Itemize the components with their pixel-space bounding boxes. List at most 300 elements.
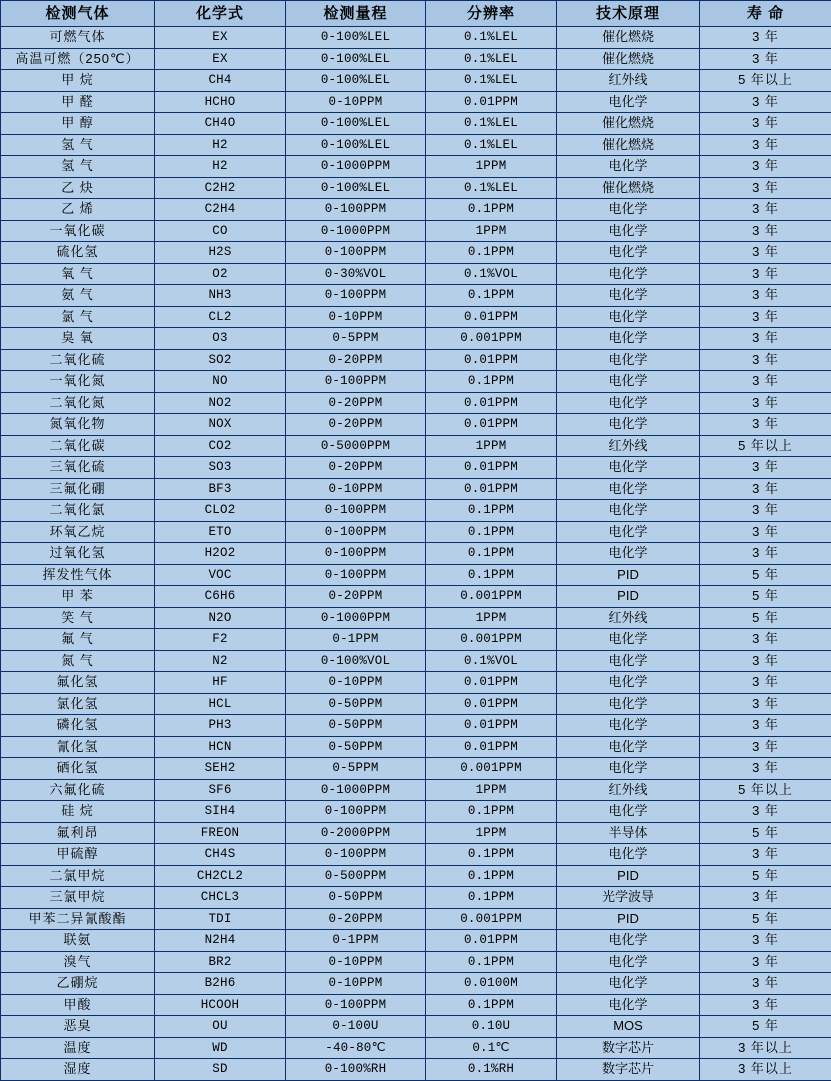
column-header-gas: 检测气体 — [1, 1, 155, 27]
column-header-lifetime: 寿 命 — [700, 1, 831, 27]
cell-lifetime: 3 年 — [700, 629, 831, 651]
cell-principle: 电化学 — [557, 994, 700, 1016]
cell-principle: 红外线 — [557, 779, 700, 801]
cell-gas: 二氧化氮 — [1, 392, 155, 414]
cell-range: 0-20PPM — [286, 457, 426, 479]
cell-formula: H2S — [155, 242, 286, 264]
cell-range: 0-100PPM — [286, 500, 426, 522]
cell-gas: 氯 气 — [1, 306, 155, 328]
cell-gas: 甲 苯 — [1, 586, 155, 608]
cell-formula: FREON — [155, 822, 286, 844]
table-row — [1, 134, 831, 156]
cell-range: 0-20PPM — [286, 908, 426, 930]
cell-resolution: 0.1PPM — [426, 199, 557, 221]
cell-principle: 催化燃烧 — [557, 48, 700, 70]
cell-formula: SIH4 — [155, 801, 286, 823]
cell-principle: 电化学 — [557, 736, 700, 758]
cell-resolution: 0.1PPM — [426, 371, 557, 393]
column-header-formula: 化学式 — [155, 1, 286, 27]
cell-principle: 电化学 — [557, 973, 700, 995]
cell-gas: 氮 气 — [1, 650, 155, 672]
table-row — [1, 715, 831, 737]
cell-principle: 电化学 — [557, 715, 700, 737]
cell-principle: 电化学 — [557, 392, 700, 414]
cell-range: 0-100%LEL — [286, 134, 426, 156]
cell-gas: 甲 醇 — [1, 113, 155, 135]
cell-lifetime: 5 年 — [700, 865, 831, 887]
cell-range: 0-30%VOL — [286, 263, 426, 285]
cell-resolution: 0.001PPM — [426, 629, 557, 651]
cell-formula: O2 — [155, 263, 286, 285]
cell-range: 0-10PPM — [286, 951, 426, 973]
cell-principle: PID — [557, 865, 700, 887]
cell-formula: HCL — [155, 693, 286, 715]
cell-resolution: 0.01PPM — [426, 91, 557, 113]
table-row — [1, 672, 831, 694]
cell-range: -40-80℃ — [286, 1037, 426, 1059]
cell-lifetime: 3 年 — [700, 263, 831, 285]
cell-lifetime: 3 年 — [700, 930, 831, 952]
cell-principle: 电化学 — [557, 371, 700, 393]
table-row — [1, 371, 831, 393]
cell-lifetime: 5 年以上 — [700, 779, 831, 801]
cell-formula: SD — [155, 1059, 286, 1081]
cell-formula: PH3 — [155, 715, 286, 737]
cell-formula: TDI — [155, 908, 286, 930]
table-row — [1, 801, 831, 823]
table-row — [1, 543, 831, 565]
cell-gas: 乙硼烷 — [1, 973, 155, 995]
cell-range: 0-100%LEL — [286, 113, 426, 135]
table-row — [1, 629, 831, 651]
cell-principle: PID — [557, 564, 700, 586]
cell-gas: 笑 气 — [1, 607, 155, 629]
cell-formula: EX — [155, 48, 286, 70]
cell-formula: CLO2 — [155, 500, 286, 522]
cell-range: 0-1000PPM — [286, 220, 426, 242]
table-row — [1, 844, 831, 866]
table-row — [1, 586, 831, 608]
cell-lifetime: 3 年 — [700, 650, 831, 672]
cell-gas: 磷化氢 — [1, 715, 155, 737]
cell-resolution: 0.1%LEL — [426, 27, 557, 49]
cell-resolution: 0.1PPM — [426, 801, 557, 823]
cell-lifetime: 3 年 — [700, 91, 831, 113]
cell-lifetime: 3 年 — [700, 113, 831, 135]
cell-gas: 二氯甲烷 — [1, 865, 155, 887]
table-row — [1, 973, 831, 995]
cell-formula: CH4S — [155, 844, 286, 866]
cell-formula: ETO — [155, 521, 286, 543]
cell-range: 0-50PPM — [286, 887, 426, 909]
cell-gas: 甲 醛 — [1, 91, 155, 113]
cell-resolution: 0.001PPM — [426, 758, 557, 780]
cell-principle: 电化学 — [557, 457, 700, 479]
cell-formula: HCHO — [155, 91, 286, 113]
cell-principle: 电化学 — [557, 672, 700, 694]
cell-gas: 一氧化碳 — [1, 220, 155, 242]
cell-lifetime: 5 年以上 — [700, 435, 831, 457]
cell-resolution: 0.1%VOL — [426, 263, 557, 285]
cell-lifetime: 5 年 — [700, 564, 831, 586]
cell-principle: 电化学 — [557, 199, 700, 221]
table-row — [1, 1059, 831, 1081]
table-row — [1, 887, 831, 909]
cell-lifetime: 3 年 — [700, 736, 831, 758]
cell-resolution: 0.01PPM — [426, 306, 557, 328]
cell-resolution: 0.001PPM — [426, 908, 557, 930]
cell-resolution: 0.1%LEL — [426, 134, 557, 156]
cell-gas: 甲苯二异氰酸酯 — [1, 908, 155, 930]
cell-resolution: 0.01PPM — [426, 478, 557, 500]
cell-lifetime: 3 年 — [700, 27, 831, 49]
cell-lifetime: 3 年 — [700, 887, 831, 909]
cell-lifetime: 3 年 — [700, 177, 831, 199]
table-row — [1, 414, 831, 436]
cell-resolution: 0.1%LEL — [426, 70, 557, 92]
cell-lifetime: 5 年 — [700, 607, 831, 629]
table-row — [1, 994, 831, 1016]
table-row — [1, 951, 831, 973]
table-row — [1, 1037, 831, 1059]
cell-range: 0-1PPM — [286, 930, 426, 952]
column-header-principle: 技术原理 — [557, 1, 700, 27]
cell-range: 0-5PPM — [286, 758, 426, 780]
cell-range: 0-10PPM — [286, 306, 426, 328]
cell-gas: 高温可燃（250℃） — [1, 48, 155, 70]
table-row — [1, 930, 831, 952]
cell-gas: 氢 气 — [1, 134, 155, 156]
table-row — [1, 521, 831, 543]
cell-gas: 氮氧化物 — [1, 414, 155, 436]
cell-lifetime: 3 年 — [700, 285, 831, 307]
cell-principle: 电化学 — [557, 758, 700, 780]
cell-gas: 联氨 — [1, 930, 155, 952]
cell-gas: 环氧乙烷 — [1, 521, 155, 543]
table-row — [1, 113, 831, 135]
table-row — [1, 457, 831, 479]
cell-resolution: 0.10U — [426, 1016, 557, 1038]
cell-principle: PID — [557, 908, 700, 930]
table-row — [1, 500, 831, 522]
cell-range: 0-100%LEL — [286, 70, 426, 92]
cell-range: 0-100PPM — [286, 199, 426, 221]
cell-lifetime: 3 年 — [700, 478, 831, 500]
cell-lifetime: 5 年 — [700, 908, 831, 930]
cell-formula: HCN — [155, 736, 286, 758]
table-row — [1, 392, 831, 414]
cell-principle: MOS — [557, 1016, 700, 1038]
table-row — [1, 306, 831, 328]
cell-resolution: 0.001PPM — [426, 586, 557, 608]
cell-lifetime: 3 年 — [700, 457, 831, 479]
cell-lifetime: 3 年 — [700, 306, 831, 328]
cell-lifetime: 3 年 — [700, 156, 831, 178]
cell-gas: 臭 氧 — [1, 328, 155, 350]
cell-lifetime: 3 年 — [700, 994, 831, 1016]
cell-principle: 电化学 — [557, 521, 700, 543]
cell-lifetime: 3 年 — [700, 220, 831, 242]
cell-range: 0-10PPM — [286, 478, 426, 500]
cell-formula: C6H6 — [155, 586, 286, 608]
cell-range: 0-100%RH — [286, 1059, 426, 1081]
cell-range: 0-50PPM — [286, 715, 426, 737]
cell-gas: 甲硫醇 — [1, 844, 155, 866]
cell-resolution: 0.1%LEL — [426, 48, 557, 70]
cell-lifetime: 3 年 — [700, 414, 831, 436]
cell-lifetime: 5 年以上 — [700, 70, 831, 92]
cell-range: 0-20PPM — [286, 414, 426, 436]
cell-principle: 电化学 — [557, 844, 700, 866]
cell-formula: BR2 — [155, 951, 286, 973]
cell-lifetime: 3 年以上 — [700, 1037, 831, 1059]
cell-resolution: 0.01PPM — [426, 930, 557, 952]
cell-resolution: 1PPM — [426, 822, 557, 844]
cell-formula: SEH2 — [155, 758, 286, 780]
cell-range: 0-100PPM — [286, 844, 426, 866]
cell-gas: 硒化氢 — [1, 758, 155, 780]
cell-formula: NH3 — [155, 285, 286, 307]
cell-formula: HF — [155, 672, 286, 694]
cell-principle: 红外线 — [557, 70, 700, 92]
cell-principle: 光学波导 — [557, 887, 700, 909]
cell-gas: 氯化氢 — [1, 693, 155, 715]
cell-lifetime: 3 年 — [700, 672, 831, 694]
table-row — [1, 478, 831, 500]
cell-gas: 溴气 — [1, 951, 155, 973]
table-row — [1, 564, 831, 586]
cell-resolution: 0.1PPM — [426, 844, 557, 866]
cell-gas: 挥发性气体 — [1, 564, 155, 586]
table-row — [1, 91, 831, 113]
cell-formula: WD — [155, 1037, 286, 1059]
cell-lifetime: 3 年 — [700, 48, 831, 70]
cell-range: 0-50PPM — [286, 693, 426, 715]
cell-formula: SF6 — [155, 779, 286, 801]
cell-principle: 电化学 — [557, 650, 700, 672]
cell-range: 0-20PPM — [286, 392, 426, 414]
cell-principle: 电化学 — [557, 242, 700, 264]
cell-formula: C2H2 — [155, 177, 286, 199]
column-header-resolution: 分辨率 — [426, 1, 557, 27]
cell-principle: 电化学 — [557, 220, 700, 242]
cell-lifetime: 3 年 — [700, 134, 831, 156]
cell-principle: 电化学 — [557, 156, 700, 178]
cell-gas: 温度 — [1, 1037, 155, 1059]
cell-formula: H2 — [155, 156, 286, 178]
cell-resolution: 0.1PPM — [426, 994, 557, 1016]
cell-principle: 电化学 — [557, 306, 700, 328]
cell-range: 0-100%LEL — [286, 27, 426, 49]
cell-principle: 电化学 — [557, 543, 700, 565]
cell-gas: 乙 烯 — [1, 199, 155, 221]
cell-range: 0-50PPM — [286, 736, 426, 758]
cell-range: 0-1000PPM — [286, 607, 426, 629]
cell-resolution: 0.01PPM — [426, 715, 557, 737]
table-body — [1, 27, 831, 1081]
cell-range: 0-100PPM — [286, 242, 426, 264]
cell-resolution: 0.1%LEL — [426, 113, 557, 135]
cell-formula: HCOOH — [155, 994, 286, 1016]
cell-formula: O3 — [155, 328, 286, 350]
cell-range: 0-100PPM — [286, 564, 426, 586]
cell-gas: 氟利昂 — [1, 822, 155, 844]
cell-principle: 催化燃烧 — [557, 177, 700, 199]
cell-resolution: 0.01PPM — [426, 414, 557, 436]
cell-lifetime: 3 年 — [700, 521, 831, 543]
cell-principle: 数字芯片 — [557, 1037, 700, 1059]
cell-principle: 红外线 — [557, 607, 700, 629]
cell-gas: 三氟化硼 — [1, 478, 155, 500]
cell-resolution: 0.1℃ — [426, 1037, 557, 1059]
cell-formula: CL2 — [155, 306, 286, 328]
cell-gas: 三氧化硫 — [1, 457, 155, 479]
table-row — [1, 48, 831, 70]
table-row — [1, 156, 831, 178]
cell-formula: OU — [155, 1016, 286, 1038]
cell-resolution: 0.1PPM — [426, 951, 557, 973]
cell-principle: PID — [557, 586, 700, 608]
cell-range: 0-100PPM — [286, 285, 426, 307]
cell-lifetime: 3 年 — [700, 349, 831, 371]
cell-principle: 电化学 — [557, 285, 700, 307]
cell-range: 0-20PPM — [286, 586, 426, 608]
cell-lifetime: 3 年 — [700, 951, 831, 973]
cell-resolution: 1PPM — [426, 435, 557, 457]
cell-formula: SO3 — [155, 457, 286, 479]
cell-range: 0-100%LEL — [286, 177, 426, 199]
cell-formula: CHCL3 — [155, 887, 286, 909]
table-row — [1, 242, 831, 264]
cell-principle: 催化燃烧 — [557, 113, 700, 135]
cell-resolution: 0.1PPM — [426, 521, 557, 543]
table-row — [1, 199, 831, 221]
cell-range: 0-100PPM — [286, 543, 426, 565]
cell-gas: 二氧化硫 — [1, 349, 155, 371]
cell-gas: 氟 气 — [1, 629, 155, 651]
cell-lifetime: 3 年 — [700, 758, 831, 780]
cell-principle: 电化学 — [557, 930, 700, 952]
cell-range: 0-100%VOL — [286, 650, 426, 672]
table-row — [1, 758, 831, 780]
table-row — [1, 263, 831, 285]
cell-formula: EX — [155, 27, 286, 49]
cell-gas: 恶臭 — [1, 1016, 155, 1038]
cell-gas: 氟化氢 — [1, 672, 155, 694]
table-row — [1, 822, 831, 844]
cell-lifetime: 3 年 — [700, 371, 831, 393]
cell-resolution: 0.01PPM — [426, 693, 557, 715]
cell-formula: B2H6 — [155, 973, 286, 995]
cell-range: 0-100U — [286, 1016, 426, 1038]
table-row — [1, 220, 831, 242]
cell-lifetime: 3 年 — [700, 392, 831, 414]
cell-principle: 电化学 — [557, 951, 700, 973]
cell-resolution: 1PPM — [426, 156, 557, 178]
cell-range: 0-10PPM — [286, 672, 426, 694]
cell-principle: 红外线 — [557, 435, 700, 457]
cell-lifetime: 3 年 — [700, 844, 831, 866]
cell-resolution: 0.1PPM — [426, 887, 557, 909]
cell-resolution: 0.1%RH — [426, 1059, 557, 1081]
cell-range: 0-100PPM — [286, 801, 426, 823]
cell-principle: 电化学 — [557, 801, 700, 823]
cell-principle: 电化学 — [557, 478, 700, 500]
cell-resolution: 0.0100M — [426, 973, 557, 995]
cell-formula: NO2 — [155, 392, 286, 414]
cell-resolution: 1PPM — [426, 220, 557, 242]
table-row — [1, 693, 831, 715]
cell-resolution: 0.1%VOL — [426, 650, 557, 672]
cell-lifetime: 5 年 — [700, 822, 831, 844]
cell-range: 0-2000PPM — [286, 822, 426, 844]
cell-resolution: 0.1%LEL — [426, 177, 557, 199]
cell-range: 0-500PPM — [286, 865, 426, 887]
cell-principle: 电化学 — [557, 328, 700, 350]
cell-lifetime: 3 年 — [700, 328, 831, 350]
cell-gas: 甲 烷 — [1, 70, 155, 92]
cell-resolution: 0.1PPM — [426, 242, 557, 264]
cell-gas: 氨 气 — [1, 285, 155, 307]
cell-principle: 电化学 — [557, 263, 700, 285]
cell-formula: H2O2 — [155, 543, 286, 565]
cell-principle: 半导体 — [557, 822, 700, 844]
cell-formula: CH4 — [155, 70, 286, 92]
cell-formula: C2H4 — [155, 199, 286, 221]
cell-gas: 氢 气 — [1, 156, 155, 178]
cell-gas: 二氧化氯 — [1, 500, 155, 522]
table-row — [1, 70, 831, 92]
cell-lifetime: 3 年 — [700, 242, 831, 264]
cell-lifetime: 3 年 — [700, 693, 831, 715]
cell-principle: 催化燃烧 — [557, 27, 700, 49]
cell-lifetime: 3 年 — [700, 199, 831, 221]
cell-gas: 二氧化碳 — [1, 435, 155, 457]
cell-gas: 六氟化硫 — [1, 779, 155, 801]
cell-formula: F2 — [155, 629, 286, 651]
cell-resolution: 1PPM — [426, 779, 557, 801]
cell-range: 0-1000PPM — [286, 779, 426, 801]
cell-range: 0-100PPM — [286, 371, 426, 393]
cell-formula: CH2CL2 — [155, 865, 286, 887]
cell-gas: 甲酸 — [1, 994, 155, 1016]
cell-principle: 电化学 — [557, 349, 700, 371]
cell-gas: 湿度 — [1, 1059, 155, 1081]
cell-lifetime: 5 年 — [700, 1016, 831, 1038]
cell-formula: H2 — [155, 134, 286, 156]
cell-resolution: 0.01PPM — [426, 672, 557, 694]
cell-principle: 电化学 — [557, 500, 700, 522]
table-row — [1, 736, 831, 758]
cell-formula: SO2 — [155, 349, 286, 371]
cell-range: 0-100PPM — [286, 521, 426, 543]
cell-resolution: 0.1PPM — [426, 285, 557, 307]
cell-resolution: 0.001PPM — [426, 328, 557, 350]
table-row — [1, 285, 831, 307]
cell-lifetime: 3 年 — [700, 801, 831, 823]
cell-range: 0-10PPM — [286, 91, 426, 113]
table-header — [1, 1, 831, 27]
cell-range: 0-1000PPM — [286, 156, 426, 178]
cell-resolution: 0.01PPM — [426, 392, 557, 414]
cell-principle: 电化学 — [557, 629, 700, 651]
cell-range: 0-100PPM — [286, 994, 426, 1016]
table-row — [1, 177, 831, 199]
cell-lifetime: 3 年以上 — [700, 1059, 831, 1081]
table-row — [1, 435, 831, 457]
cell-resolution: 0.01PPM — [426, 736, 557, 758]
cell-range: 0-20PPM — [286, 349, 426, 371]
